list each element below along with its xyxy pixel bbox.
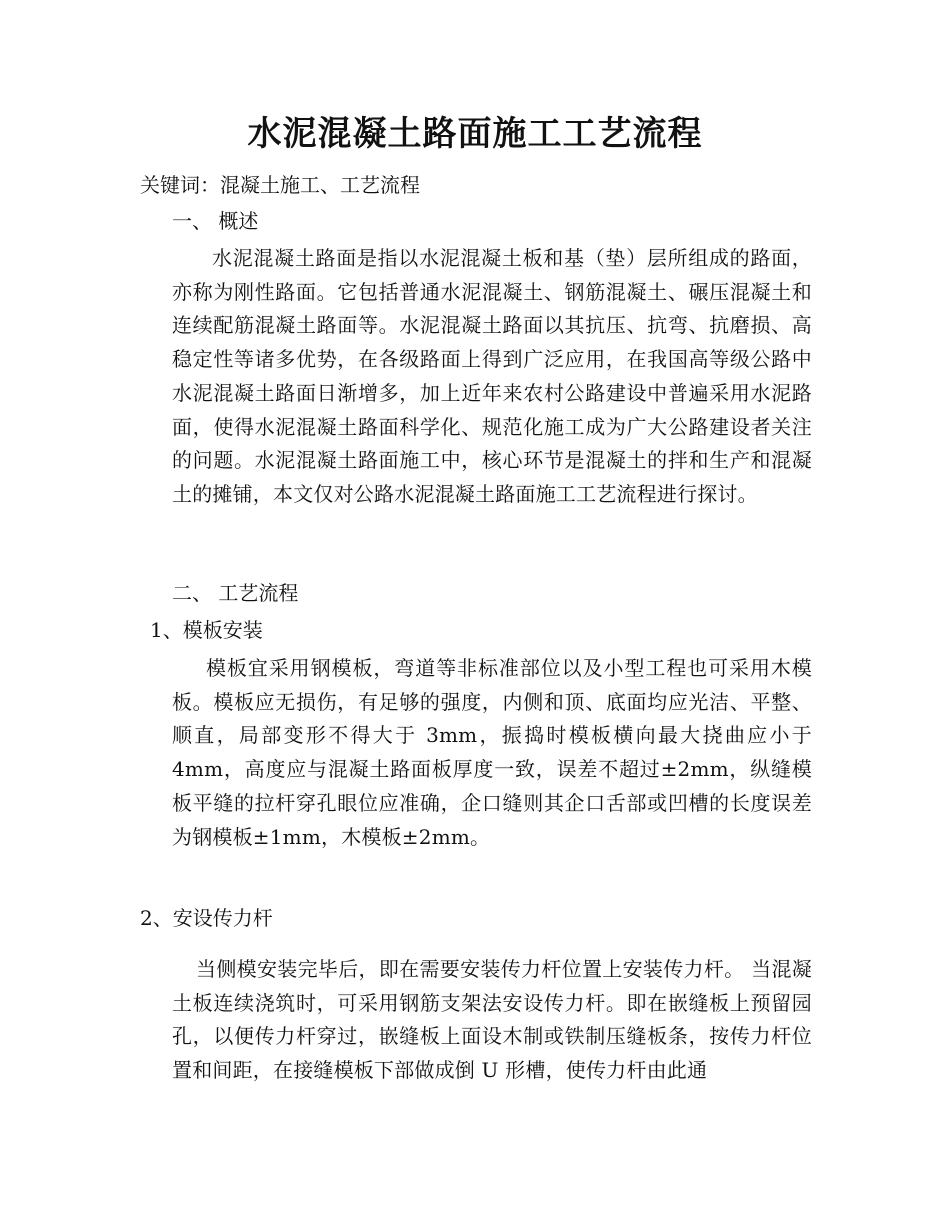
- section-heading-process: 二、 工艺流程: [172, 581, 299, 605]
- subheading-formwork: 1、模板安装: [150, 618, 263, 642]
- section-heading-overview: 一、 概述: [172, 209, 259, 233]
- formwork-paragraph: 模板宜采用钢模板，弯道等非标准部位以及小型工程也可采用木模板。模板应无损伤，有足够的强度，内侧和顶、底面均应光洁、平整、顺直，局部变形不得大于 3mm，振捣时模板横向最大挠曲应小于 4mm，高度应与混凝土路面板厚度一致，误差不超过±2mm，纵缝模板平缝的拉杆穿孔眼位应准确，企口缝则其企口舌部或凹槽的长度误差为钢模板±1mm，木模板±2mm。: [172, 656, 812, 849]
- document-title: 水泥混凝土路面施工工艺流程: [247, 114, 703, 154]
- subheading-dowel-bars: 2、安设传力杆: [140, 906, 273, 930]
- keywords-line: 关键词：混凝土施工、工艺流程: [140, 173, 420, 197]
- overview-paragraph: 水泥混凝土路面是指以水泥混凝土板和基（垫）层所组成的路面，亦称为刚性路面。它包括普通水泥混凝土、钢筋混凝土、碾压混凝土和连续配筋混凝土路面等。水泥混凝土路面以其抗压、抗弯、抗磨损、高稳定性等诸多优势，在各级路面上得到广泛应用，在我国高等级公路中水泥混凝土路面日渐增多，加上近年来农村公路建设中普遍采用水泥路面，使得水泥混凝土路面科学化、规范化施工成为广大公路建设者关注的问题。水泥混凝土路面施工中，核心环节是混凝土的拌和生产和混凝土的摊铺，本文仅对公路水泥混凝土路面施工工艺流程进行探讨。: [172, 246, 812, 506]
- dowel-bars-paragraph: 当侧模安装完毕后，即在需要安装传力杆位置上安装传力杆。 当混凝土板连续浇筑时，可采用钢筋支架法安设传力杆。即在嵌缝板上预留园孔，以便传力杆穿过，嵌缝板上面设木制或铁制压缝板条，按传力杆位置和间距，在接缝模板下部做成倒 U 形槽，使传力杆由此通: [172, 957, 812, 1083]
